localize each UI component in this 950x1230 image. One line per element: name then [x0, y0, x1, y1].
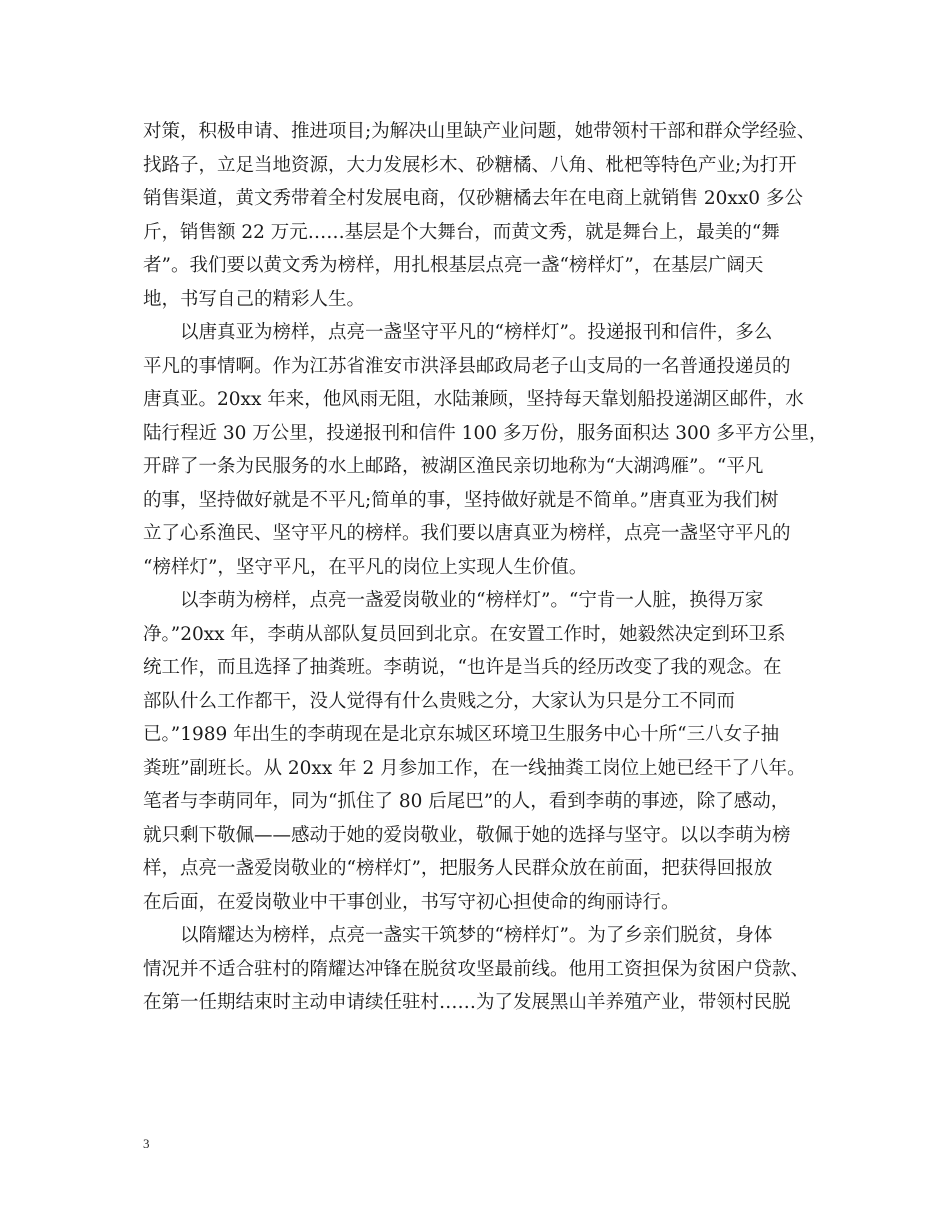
text-line: 立了心系渔民、坚守平凡的榜样。我们要以唐真亚为榜样，点亮一盏坚守平凡的 [143, 523, 791, 544]
text-line: 以唐真亚为榜样，点亮一盏坚守平凡的“榜样灯”。投递报刊和信件，多么 [180, 322, 773, 343]
text-line: 平凡的事情啊。作为江苏省淮安市洪泽县邮政局老子山支局的一名普通投递员的 [143, 355, 791, 377]
text-line: 斤，销售额 22 万元……基层是个大舞台，而黄文秀，就是舞台上，最美的“舞 [143, 221, 780, 243]
text-line: 的事，坚持做好就是不平凡;简单的事，坚持做好就是不简单。”唐真亚为我们树 [143, 489, 779, 511]
text-line: 样，点亮一盏爱岗敬业的“榜样灯”，把服务人民群众放在前面，把获得回报放 [143, 858, 773, 879]
text-line: 对策，积极申请、推进项目;为解决山里缺产业问题，她带领村干部和群众学经验、 [143, 121, 816, 142]
text-line: 地，书写自己的精彩人生。 [143, 288, 366, 310]
text-line: 销售渠道，黄文秀带着全村发展电商，仅砂糖橘去年在电商上就销售 20xx0 多公 [143, 188, 803, 209]
text-line: 笔者与李萌同年，同为“抓住了 80 后尾巴”的人，看到李萌的事迹，除了感动， [143, 791, 790, 812]
text-line: “榜样灯”，坚守平凡，在平凡的岗位上实现人生价值。 [143, 556, 588, 578]
text-line: 统工作，而且选择了抽粪班。李萌说，“也许是当兵的经历改变了我的观念。在 [143, 657, 782, 678]
text-line: 就只剩下敬佩——感动于她的爱岗敬业，敬佩于她的选择与坚守。以以李萌为榜 [143, 824, 791, 846]
page-number: 3 [143, 1136, 150, 1151]
text-line: 唐真亚。20xx 年来，他风雨无阻，水陆兼顾，坚持每天靠划船投递湖区邮件，水 [143, 389, 804, 410]
text-line: 开辟了一条为民服务的水上邮路，被湖区渔民亲切地称为“大湖鸿雁”。“平凡 [143, 456, 764, 477]
text-line: 找路子，立足当地资源，大力发展杉木、砂糖橘、八角、枇杷等特色产业;为打开 [143, 154, 797, 176]
text-line: 在后面，在爱岗敬业中干事创业，书写守初心担使命的绚丽诗行。 [143, 891, 680, 913]
text-line: 部队什么工作都干，没人觉得有什么贵贱之分，大家认为只是分工不同而 [143, 690, 736, 712]
text-line: 已。”1989 年出生的李萌现在是北京东城区环境卫生服务中心十所“三八女子抽 [143, 724, 780, 745]
text-line: 情况并不适合驻村的隋耀达冲锋在脱贫攻坚最前线。他用工资担保为贫困户贷款、 [143, 958, 810, 980]
text-line: 以李萌为榜样，点亮一盏爱岗敬业的“榜样灯”。“宁肯一人脏，换得万家 [180, 590, 764, 611]
text-line: 陆行程近 30 万公里，投递报刊和信件 100 多万份，服务面积达 300 多平方公里， [143, 422, 828, 444]
text-line: 粪班”副班长。从 20xx 年 2 月参加工作，在一线抽粪工岗位上她已经干了八年。 [143, 757, 806, 779]
text-line: 净。”20xx 年，李萌从部队复员回到北京。在安置工作时，她毅然决定到环卫系 [143, 623, 786, 645]
text-line: 以隋耀达为榜样，点亮一盏实干筑梦的“榜样灯”。为了乡亲们脱贫，身体 [180, 925, 773, 946]
text-line: 在第一任期结束时主动申请续任驻村……为了发展黑山羊养殖产业，带领村民脱 [143, 992, 791, 1013]
body-text [143, 115, 828, 1020]
text-line: 者”。我们要以黄文秀为榜样，用扎根基层点亮一盏“榜样灯”，在基层广阔天 [143, 255, 764, 276]
